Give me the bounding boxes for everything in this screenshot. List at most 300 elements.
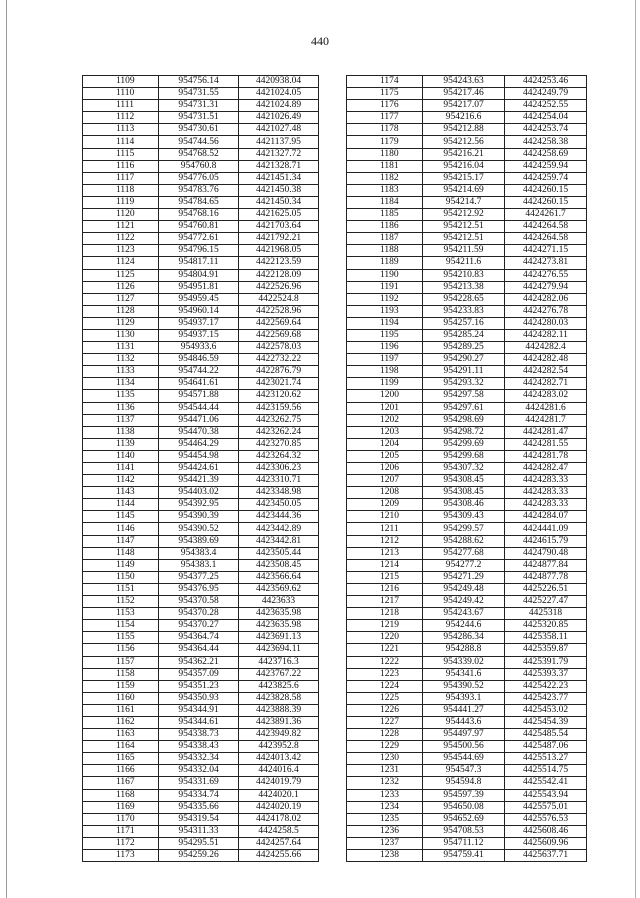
table-row [347,402,587,414]
y-coordinate-cell: 4424281.55 [505,438,587,450]
table-row [83,317,319,329]
x-coordinate-cell: 954299.69 [423,438,505,450]
x-coordinate-cell: 954297.61 [423,402,505,414]
point-number-cell: 1113 [83,124,159,136]
y-coordinate-cell: 4425227.47 [505,596,587,608]
y-coordinate-cell: 4425513.27 [505,753,587,765]
x-coordinate-cell: 954383.1 [159,559,239,571]
y-coordinate-cell: 4424253.46 [505,76,587,88]
point-number-cell: 1110 [83,88,159,100]
point-number-cell: 1168 [83,789,159,801]
x-coordinate-cell: 954547.3 [423,765,505,777]
point-number-cell: 1121 [83,221,159,233]
y-coordinate-cell: 4422128.09 [239,269,319,281]
point-number-cell: 1133 [83,366,159,378]
x-coordinate-cell: 954390.39 [159,511,239,523]
x-coordinate-cell: 954443.6 [423,716,505,728]
table-row [83,644,319,656]
point-number-cell: 1210 [347,511,423,523]
table-row [83,390,319,402]
y-coordinate-cell: 4423348.98 [239,487,319,499]
y-coordinate-cell: 4424264.58 [505,233,587,245]
y-coordinate-cell: 4423450.05 [239,499,319,511]
y-coordinate-cell: 4425318 [505,608,587,620]
point-number-cell: 1182 [347,172,423,184]
y-coordinate-cell: 4423767.22 [239,668,319,680]
x-coordinate-cell: 954784.65 [159,196,239,208]
point-number-cell: 1150 [83,571,159,583]
x-coordinate-cell: 954731.51 [159,112,239,124]
x-coordinate-cell: 954291.11 [423,366,505,378]
x-coordinate-cell: 954215.17 [423,172,505,184]
table-row [347,342,587,354]
table-row [83,523,319,535]
x-coordinate-cell: 954217.46 [423,88,505,100]
point-number-cell: 1208 [347,487,423,499]
point-number-cell: 1152 [83,596,159,608]
x-coordinate-cell: 954500.56 [423,741,505,753]
point-number-cell: 1171 [83,825,159,837]
y-coordinate-cell: 4421328.71 [239,160,319,172]
x-coordinate-cell: 954211.59 [423,245,505,257]
y-coordinate-cell: 4424264.58 [505,221,587,233]
point-number-cell: 1194 [347,317,423,329]
y-coordinate-cell: 4424284.07 [505,511,587,523]
x-coordinate-cell: 954308.45 [423,487,505,499]
x-coordinate-cell: 954249.42 [423,596,505,608]
table-row [347,257,587,269]
x-coordinate-cell: 954311.33 [159,825,239,837]
y-coordinate-cell: 4423825.6 [239,680,319,692]
y-coordinate-cell: 4422526.96 [239,281,319,293]
point-number-cell: 1228 [347,729,423,741]
point-number-cell: 1219 [347,620,423,632]
point-number-cell: 1200 [347,390,423,402]
table-row [347,269,587,281]
x-coordinate-cell: 954376.95 [159,583,239,595]
y-coordinate-cell: 4424020.1 [239,789,319,801]
point-number-cell: 1169 [83,801,159,813]
table-row [347,487,587,499]
table-row [347,596,587,608]
point-number-cell: 1136 [83,402,159,414]
y-coordinate-cell: 4423505.44 [239,547,319,559]
point-number-cell: 1125 [83,269,159,281]
x-coordinate-cell: 954403.02 [159,487,239,499]
point-number-cell: 1207 [347,475,423,487]
table-row [83,632,319,644]
y-coordinate-cell: 4425543.94 [505,789,587,801]
x-coordinate-cell: 954212.88 [423,124,505,136]
x-coordinate-cell: 954308.46 [423,499,505,511]
x-coordinate-cell: 954212.51 [423,221,505,233]
y-coordinate-cell: 4423310.71 [239,475,319,487]
y-coordinate-cell: 4425487.06 [505,741,587,753]
point-number-cell: 1163 [83,729,159,741]
y-coordinate-cell: 4423828.58 [239,692,319,704]
table-row [347,317,587,329]
x-coordinate-cell: 954393.1 [423,692,505,704]
y-coordinate-cell: 4424282.4 [505,342,587,354]
table-row [347,184,587,196]
table-row [83,583,319,595]
x-coordinate-cell: 954295.51 [159,837,239,849]
x-coordinate-cell: 954597.39 [423,789,505,801]
table-row [347,414,587,426]
x-coordinate-cell: 954288.62 [423,535,505,547]
point-number-cell: 1120 [83,209,159,221]
x-coordinate-cell: 954464.29 [159,438,239,450]
y-coordinate-cell: 4425637.71 [505,850,587,862]
x-coordinate-cell: 954216.04 [423,160,505,172]
x-coordinate-cell: 954744.56 [159,136,239,148]
x-coordinate-cell: 954249.48 [423,583,505,595]
table-row [347,656,587,668]
point-number-cell: 1144 [83,499,159,511]
point-number-cell: 1115 [83,148,159,160]
point-number-cell: 1149 [83,559,159,571]
table-row [347,729,587,741]
y-coordinate-cell: 4424276.55 [505,269,587,281]
table-row [347,148,587,160]
point-number-cell: 1131 [83,342,159,354]
point-number-cell: 1198 [347,366,423,378]
x-coordinate-cell: 954335.66 [159,801,239,813]
table-row [83,716,319,728]
table-row [83,245,319,257]
y-coordinate-cell: 4424252.55 [505,100,587,112]
table-row [83,656,319,668]
x-coordinate-cell: 954471.06 [159,414,239,426]
x-coordinate-cell: 954290.27 [423,354,505,366]
table-row [83,850,319,862]
table-row [347,172,587,184]
point-number-cell: 1238 [347,850,423,862]
x-coordinate-cell: 954497.97 [423,729,505,741]
x-coordinate-cell: 954756.14 [159,76,239,88]
point-number-cell: 1164 [83,741,159,753]
x-coordinate-cell: 954776.05 [159,172,239,184]
point-number-cell: 1185 [347,209,423,221]
x-coordinate-cell: 954652.69 [423,813,505,825]
x-coordinate-cell: 954760.81 [159,221,239,233]
x-coordinate-cell: 954731.55 [159,88,239,100]
point-number-cell: 1222 [347,656,423,668]
x-coordinate-cell: 954424.61 [159,463,239,475]
y-coordinate-cell: 4424276.78 [505,305,587,317]
x-coordinate-cell: 954390.52 [423,680,505,692]
x-coordinate-cell: 954334.74 [159,789,239,801]
point-number-cell: 1135 [83,390,159,402]
y-coordinate-cell: 4423442.81 [239,535,319,547]
table-row [347,112,587,124]
point-number-cell: 1181 [347,160,423,172]
y-coordinate-cell: 4421137.95 [239,136,319,148]
x-coordinate-cell: 954298.69 [423,414,505,426]
point-number-cell: 1189 [347,257,423,269]
table-row [83,293,319,305]
x-coordinate-cell: 954370.27 [159,620,239,632]
point-number-cell: 1213 [347,547,423,559]
table-row [83,342,319,354]
table-row [347,801,587,813]
point-number-cell: 1130 [83,329,159,341]
table-row [83,511,319,523]
y-coordinate-cell: 4424282.06 [505,293,587,305]
x-coordinate-cell: 954392.95 [159,499,239,511]
x-coordinate-cell: 954796.15 [159,245,239,257]
x-coordinate-cell: 954357.09 [159,668,239,680]
y-coordinate-cell: 4423262.24 [239,426,319,438]
x-coordinate-cell: 954744.22 [159,366,239,378]
x-coordinate-cell: 954233.83 [423,305,505,317]
x-coordinate-cell: 954286.34 [423,632,505,644]
x-coordinate-cell: 954344.91 [159,704,239,716]
x-coordinate-cell: 954960.14 [159,305,239,317]
x-coordinate-cell: 954331.69 [159,777,239,789]
table-row [83,753,319,765]
x-coordinate-cell: 954760.8 [159,160,239,172]
y-coordinate-cell: 4421703.64 [239,221,319,233]
x-coordinate-cell: 954308.45 [423,475,505,487]
point-number-cell: 1202 [347,414,423,426]
y-coordinate-cell: 4425391.79 [505,656,587,668]
table-row [83,789,319,801]
y-coordinate-cell: 4423949.82 [239,729,319,741]
table-row [83,571,319,583]
x-coordinate-cell: 954259.26 [159,850,239,862]
point-number-cell: 1166 [83,765,159,777]
point-number-cell: 1173 [83,850,159,862]
y-coordinate-cell: 4421327.72 [239,148,319,160]
y-coordinate-cell: 4424282.11 [505,329,587,341]
point-number-cell: 1232 [347,777,423,789]
point-number-cell: 1230 [347,753,423,765]
table-row [347,692,587,704]
table-row [83,112,319,124]
y-coordinate-cell: 4424279.94 [505,281,587,293]
x-coordinate-cell: 954711.12 [423,837,505,849]
point-number-cell: 1179 [347,136,423,148]
table-row [347,777,587,789]
table-row [83,475,319,487]
x-coordinate-cell: 954759.41 [423,850,505,862]
point-number-cell: 1116 [83,160,159,172]
x-coordinate-cell: 954470.38 [159,426,239,438]
point-number-cell: 1176 [347,100,423,112]
y-coordinate-cell: 4424258.5 [239,825,319,837]
y-coordinate-cell: 4424016.4 [239,765,319,777]
point-number-cell: 1233 [347,789,423,801]
x-coordinate-cell: 954319.54 [159,813,239,825]
y-coordinate-cell: 4423566.64 [239,571,319,583]
table-row [83,680,319,692]
table-row [83,378,319,390]
y-coordinate-cell: 4423569.62 [239,583,319,595]
table-row [83,729,319,741]
table-row [347,366,587,378]
table-row [347,741,587,753]
table-row [347,559,587,571]
point-number-cell: 1221 [347,644,423,656]
y-coordinate-cell: 4421026.49 [239,112,319,124]
x-coordinate-cell: 954213.38 [423,281,505,293]
point-number-cell: 1203 [347,426,423,438]
point-number-cell: 1183 [347,184,423,196]
x-coordinate-cell: 954933.6 [159,342,239,354]
y-coordinate-cell: 4421024.89 [239,100,319,112]
y-coordinate-cell: 4425453.02 [505,704,587,716]
table-row [83,148,319,160]
y-coordinate-cell: 4421625.05 [239,209,319,221]
y-coordinate-cell: 4422123.59 [239,257,319,269]
point-number-cell: 1151 [83,583,159,595]
point-number-cell: 1137 [83,414,159,426]
y-coordinate-cell: 4422732.22 [239,354,319,366]
table-row [347,438,587,450]
table-row [83,281,319,293]
point-number-cell: 1196 [347,342,423,354]
table-row [83,305,319,317]
y-coordinate-cell: 4425576.53 [505,813,587,825]
y-coordinate-cell: 4425359.87 [505,644,587,656]
x-coordinate-cell: 954341.6 [423,668,505,680]
y-coordinate-cell: 4424281.6 [505,402,587,414]
table-row [347,196,587,208]
table-row [83,414,319,426]
table-row [83,837,319,849]
y-coordinate-cell: 4424877.84 [505,559,587,571]
y-coordinate-cell: 4423262.75 [239,414,319,426]
x-coordinate-cell: 954297.58 [423,390,505,402]
point-number-cell: 1123 [83,245,159,257]
point-number-cell: 1157 [83,656,159,668]
x-coordinate-cell: 954364.44 [159,644,239,656]
x-coordinate-cell: 954389.69 [159,535,239,547]
table-row [347,354,587,366]
y-coordinate-cell: 4424281.7 [505,414,587,426]
table-row [347,76,587,88]
point-number-cell: 1205 [347,450,423,462]
point-number-cell: 1172 [83,837,159,849]
table-row [83,233,319,245]
table-row [347,293,587,305]
coordinates-table-right [346,75,587,862]
point-number-cell: 1215 [347,571,423,583]
y-coordinate-cell: 4424281.47 [505,426,587,438]
point-number-cell: 1128 [83,305,159,317]
table-row [347,620,587,632]
x-coordinate-cell: 954210.83 [423,269,505,281]
table-row [83,426,319,438]
point-number-cell: 1211 [347,523,423,535]
y-coordinate-cell: 4424257.64 [239,837,319,849]
y-coordinate-cell: 4425514.75 [505,765,587,777]
x-coordinate-cell: 954298.72 [423,426,505,438]
table-row [347,813,587,825]
point-number-cell: 1112 [83,112,159,124]
table-row [83,704,319,716]
x-coordinate-cell: 954288.8 [423,644,505,656]
x-coordinate-cell: 954289.25 [423,342,505,354]
table-row [83,172,319,184]
point-number-cell: 1124 [83,257,159,269]
point-number-cell: 1111 [83,100,159,112]
x-coordinate-cell: 954364.74 [159,632,239,644]
y-coordinate-cell: 4420938.04 [239,76,319,88]
point-number-cell: 1224 [347,680,423,692]
table-row [83,209,319,221]
table-row [83,547,319,559]
x-coordinate-cell: 954299.68 [423,450,505,462]
x-coordinate-cell: 954544.44 [159,402,239,414]
x-coordinate-cell: 954338.73 [159,729,239,741]
table-row [347,281,587,293]
point-number-cell: 1193 [347,305,423,317]
table-row [83,221,319,233]
y-coordinate-cell: 4421450.38 [239,184,319,196]
x-coordinate-cell: 954216.21 [423,148,505,160]
point-number-cell: 1231 [347,765,423,777]
x-coordinate-cell: 954937.17 [159,317,239,329]
y-coordinate-cell: 4423716.3 [239,656,319,668]
point-number-cell: 1165 [83,753,159,765]
table-row [83,777,319,789]
point-number-cell: 1201 [347,402,423,414]
point-number-cell: 1199 [347,378,423,390]
y-coordinate-cell: 4425485.54 [505,729,587,741]
table-row [83,269,319,281]
table-row [347,499,587,511]
table-row [83,354,319,366]
table-row [347,704,587,716]
point-number-cell: 1146 [83,523,159,535]
x-coordinate-cell: 954344.61 [159,716,239,728]
y-coordinate-cell: 4423442.89 [239,523,319,535]
point-number-cell: 1191 [347,281,423,293]
y-coordinate-cell: 4424271.15 [505,245,587,257]
y-coordinate-cell: 4424255.66 [239,850,319,862]
point-number-cell: 1158 [83,668,159,680]
table-row [83,136,319,148]
table-row [347,511,587,523]
x-coordinate-cell: 954285.24 [423,329,505,341]
point-number-cell: 1204 [347,438,423,450]
x-coordinate-cell: 954277.2 [423,559,505,571]
point-number-cell: 1160 [83,692,159,704]
point-number-cell: 1127 [83,293,159,305]
table-row [83,463,319,475]
point-number-cell: 1155 [83,632,159,644]
y-coordinate-cell: 4423270.85 [239,438,319,450]
x-coordinate-cell: 954370.28 [159,608,239,620]
x-coordinate-cell: 954641.61 [159,378,239,390]
y-coordinate-cell: 4424259.74 [505,172,587,184]
table-row [83,184,319,196]
table-row [347,426,587,438]
point-number-cell: 1197 [347,354,423,366]
point-number-cell: 1174 [347,76,423,88]
x-coordinate-cell: 954214.69 [423,184,505,196]
x-coordinate-cell: 954362.21 [159,656,239,668]
y-coordinate-cell: 4424441.09 [505,523,587,535]
point-number-cell: 1237 [347,837,423,849]
point-number-cell: 1209 [347,499,423,511]
table-row [347,523,587,535]
x-coordinate-cell: 954244.6 [423,620,505,632]
point-number-cell: 1188 [347,245,423,257]
point-number-cell: 1167 [83,777,159,789]
